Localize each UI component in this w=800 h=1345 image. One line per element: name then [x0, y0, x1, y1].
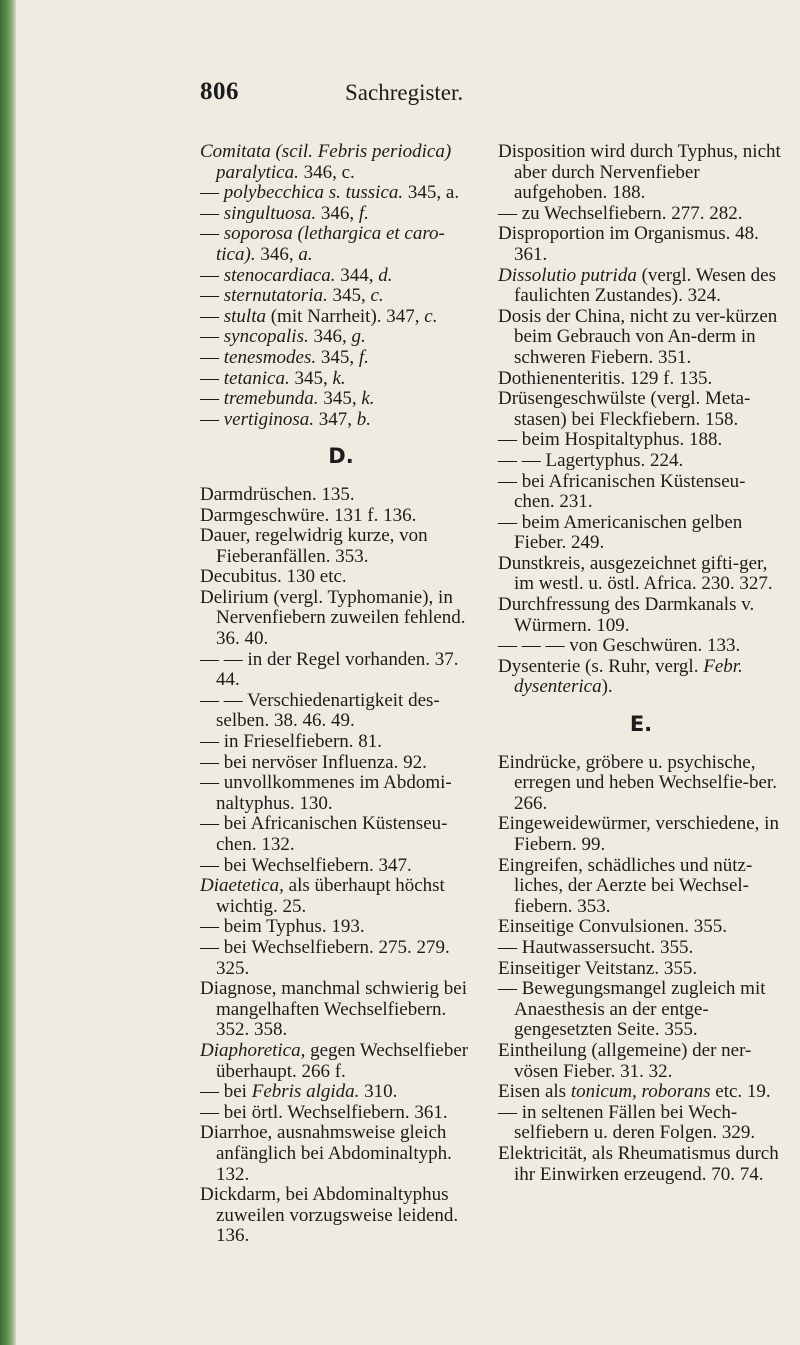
index-entry-text: — Bewegungsmangel zugleich mit Anaesthesis an der entge-gengesetzten Seite. 355. — [498, 978, 766, 1041]
index-entry-text: Eintheilung (allgemeine) der ner-vösen Fieber. 31. 32. — [498, 1039, 752, 1082]
index-entry — [200, 307, 482, 328]
index-entry-text: k. — [332, 367, 346, 389]
index-entry-text: — beim Americanischen gelben Fieber. 249. — [498, 511, 743, 554]
index-entry — [498, 142, 784, 204]
index-entry-text: — — Verschiedenartigkeit des-selben. 38. 46. 49. — [200, 689, 440, 732]
index-entry — [200, 183, 482, 204]
index-entry-text: 345, — [316, 346, 359, 368]
index-entry — [200, 917, 482, 938]
index-entry-text: tenesmodes. — [223, 346, 317, 368]
index-entry — [498, 204, 784, 225]
index-entry — [498, 1041, 784, 1082]
index-entry — [200, 876, 482, 917]
index-entry-text: b. — [356, 408, 371, 430]
book-spine-edge — [0, 0, 16, 1345]
index-entry-text: d. — [378, 264, 393, 286]
index-entry-text: — — [200, 223, 224, 245]
index-entry — [200, 410, 482, 431]
index-entry-text: Darmgeschwüre. 131 f. 136. — [200, 504, 417, 526]
index-entry — [200, 1123, 482, 1185]
index-entry-text: singultuosa. — [223, 202, 317, 224]
index-entry-text: — — [200, 285, 224, 307]
index-entry-text: syncopalis. — [223, 326, 309, 348]
index-entry — [200, 567, 482, 588]
index-entry-text: Febr. dysenterica — [514, 655, 743, 698]
index-entry-text: — in seltenen Fällen bei Wech-selfiebern u. deren Folgen. 329. — [498, 1101, 756, 1144]
index-entry — [200, 856, 482, 877]
index-entry-text: Dunstkreis, ausgezeichnet gifti-ger, im westl. u. östl. Africa. 230. 327. — [498, 552, 773, 595]
index-entry-text: — bei Wechselfiebern. 347. — [200, 854, 412, 876]
index-entry — [498, 369, 784, 390]
index-entry-text: — — — von Geschwüren. 133. — [498, 635, 741, 657]
index-entry — [498, 307, 784, 369]
index-entry-text: Dothienenteritis. 129 f. 135. — [498, 367, 713, 389]
index-entry-text: — bei nervöser Influenza. 92. — [200, 751, 427, 773]
index-entry-text: Diagnose, manchmal schwierig bei mangelhaften Wechselfiebern. 352. 358. — [200, 978, 467, 1041]
index-entry-text: tonicum, roborans — [570, 1081, 711, 1103]
index-entry-text: — — [200, 182, 224, 204]
index-entry — [498, 1144, 784, 1185]
index-entry — [200, 1041, 482, 1082]
index-entry-text: stulta — [223, 305, 266, 327]
index-entry — [200, 506, 482, 527]
index-entry-text: ). — [601, 676, 613, 698]
index-entry-text: Diaetetica, — [200, 875, 284, 897]
index-entry-text: — beim Hospitaltyphus. 188. — [498, 429, 723, 451]
index-entry-text: Darmdrüschen. 135. — [200, 483, 355, 505]
index-entry-text: Elektricität, als Rheumatismus durch ihr Einwirken erzeugend. 70. 74. — [498, 1142, 779, 1185]
page-number: 806 — [200, 78, 239, 105]
index-entry-text: Diaphoretica, — [200, 1039, 306, 1061]
index-entry-text: Diarrhoe, ausnahmsweise gleich anfänglich bei Abdominaltyph. 132. — [200, 1122, 452, 1185]
index-entry-text: Disproportion im Organismus. 48. 361. — [498, 223, 759, 265]
index-entry — [498, 856, 784, 918]
running-title: Sachregister. — [345, 80, 464, 105]
index-entry-text: 345, — [327, 285, 371, 307]
index-entry-text: Dosis der China, nicht zu ver-kürzen beim Gebrauch von An-derm in schweren Fiebern. 351. — [498, 305, 778, 368]
index-entry — [200, 485, 482, 506]
index-entry-text: f. — [358, 202, 369, 224]
index-entry — [200, 773, 482, 814]
index-entry-text: Febris algida. — [251, 1081, 360, 1103]
index-entry-text: — in Frieselfiebern. 81. — [200, 731, 383, 753]
index-entry-text: 345, — [318, 388, 362, 410]
index-entry-text: sternutatoria. — [223, 285, 328, 307]
index-entry-text: — bei Africanischen Küstenseu-chen. 231. — [498, 470, 746, 513]
section-letter: D. — [328, 444, 354, 469]
index-entry — [498, 1103, 784, 1144]
index-entry-text: stenocardiaca. — [223, 264, 336, 286]
index-entry — [200, 732, 482, 753]
index-entry-text: tremebunda. — [223, 388, 319, 410]
index-entry-text: — unvollkommenes im Abdomi-naltyphus. 130. — [200, 772, 452, 814]
index-entry-text: polybecchica s. tussica. — [223, 182, 404, 204]
index-entry-text: tetanica. — [223, 367, 290, 389]
index-entry — [498, 753, 784, 815]
index-entry-text: Einseitiger Veitstanz. 355. — [498, 957, 698, 979]
index-entry — [200, 814, 482, 855]
index-entry-text: Delirium (vergl. Typhomanie), in Nervenfiebern zuweilen fehlend. 36. 40. — [200, 586, 466, 650]
section-letter: E. — [629, 712, 653, 737]
index-entry-text: etc. 19. — [710, 1081, 771, 1103]
index-entry-text: Dickdarm, bei Abdominaltyphus zuweilen vorzugsweise leidend. 136. — [200, 1184, 459, 1247]
index-entry — [498, 224, 784, 265]
index-entry — [200, 1103, 482, 1124]
index-entry-text: 346, — [316, 202, 359, 224]
index-entry — [200, 588, 482, 650]
index-entry-text: Decubitus. 130 etc. — [200, 566, 347, 588]
index-entry-text: 346, — [255, 243, 299, 265]
index-entry — [200, 369, 482, 390]
index-entry — [498, 595, 784, 636]
index-entry-text: — bei Wechselfiebern. 275. 279. 325. — [200, 936, 450, 979]
index-entry-text: 344, — [335, 264, 379, 286]
index-entry — [498, 266, 784, 307]
index-entry — [498, 959, 784, 980]
index-entry-text: 346, — [308, 326, 352, 348]
index-entry — [200, 1082, 482, 1103]
index-entry — [498, 636, 784, 657]
index-entry-text: — bei örtl. Wechselfiebern. 361. — [200, 1101, 448, 1123]
index-entry — [498, 513, 784, 554]
index-entry — [498, 389, 784, 430]
index-entry — [200, 1185, 482, 1247]
index-entry — [498, 917, 784, 938]
index-entry-text: 345, — [289, 367, 333, 389]
index-entry — [498, 814, 784, 855]
index-entry — [200, 979, 482, 1041]
index-entry-text: f. — [358, 346, 369, 368]
index-entry-text: 345, a. — [403, 182, 460, 204]
index-entry-text: — zu Wechselfiebern. 277. 282. — [498, 202, 743, 224]
index-entry-text: — — Lagertyphus. 224. — [498, 449, 684, 471]
index-entry-text: — bei — [200, 1081, 252, 1103]
index-entry — [200, 691, 482, 732]
index-entry — [200, 266, 482, 287]
index-entry — [200, 224, 482, 265]
index-entry-text: Dauer, regelwidrig kurze, von Fieberanfällen. 353. — [200, 525, 428, 567]
index-entry-text: gegen Wechselfieber überhaupt. 266 f. — [216, 1039, 469, 1082]
index-entry-text: — — in der Regel vorhanden. 37. 44. — [200, 648, 459, 691]
index-entry-text: 347, — [314, 408, 357, 430]
index-entry — [200, 389, 482, 410]
index-entry — [498, 979, 784, 1041]
index-entry-text: — — [200, 346, 224, 368]
index-entry-text: (vergl. Wesen des faulichten Zustandes). 324. — [514, 264, 777, 307]
index-entry-text: Comitata (scil. Febris periodica) paralytica. — [200, 141, 452, 183]
index-entry — [200, 327, 482, 348]
index-entry-text: a. — [298, 243, 313, 265]
index-entry-text: — — [200, 202, 224, 224]
index-entry — [498, 472, 784, 513]
index-entry — [498, 430, 784, 451]
index-entry-text: — — [200, 408, 224, 430]
index-entry-text: Durchfressung des Darmkanals v. Würmern. 109. — [498, 594, 755, 636]
index-entry-text: — Hautwassersucht. 355. — [498, 936, 694, 958]
index-entry-text: k. — [361, 388, 375, 410]
index-entry-text: — beim Typhus. 193. — [200, 916, 365, 938]
index-entry-text: g. — [351, 326, 366, 348]
index-entry-text: 346, c. — [298, 161, 355, 183]
index-entry-text: Eingeweidewürmer, verschiedene, in Fiebern. 99. — [498, 813, 779, 855]
index-entry-text: — — [200, 264, 224, 286]
index-entry — [200, 286, 482, 307]
index-entry-text: — bei Africanischen Küstenseu-chen. 132. — [200, 813, 448, 855]
index-entry-text: Eingreifen, schädliches und nütz-liches, der Aerzte bei Wechsel-fiebern. 353. — [498, 854, 753, 917]
index-column-left — [200, 142, 482, 1247]
index-entry-text: — — [200, 388, 224, 410]
index-entry — [498, 451, 784, 472]
index-entry — [498, 938, 784, 959]
index-entry-text: — — [200, 367, 224, 389]
index-entry-text: — — [200, 326, 224, 348]
index-entry-text: Eindrücke, gröbere u. psychische, erregen und heben Wechselfie-ber. 266. — [498, 751, 777, 814]
index-entry — [498, 554, 784, 595]
index-entry — [200, 348, 482, 369]
index-entry — [200, 204, 482, 225]
index-entry-text: — — [200, 305, 224, 327]
index-entry — [200, 753, 482, 774]
index-entry-text: Dysenterie (s. Ruhr, vergl. — [498, 655, 704, 677]
index-entry-text: Dissolutio putrida — [498, 264, 637, 286]
index-entry — [498, 1082, 784, 1103]
index-entry-text: 310. — [359, 1081, 398, 1103]
index-entry-text: Eisen als — [498, 1081, 571, 1103]
index-entry-text: (mit Narrheit). 347, — [265, 305, 425, 327]
index-entry-text: als überhaupt höchst wichtig. 25. — [216, 875, 445, 917]
index-entry-text: c. — [424, 305, 438, 327]
page-header — [0, 78, 800, 118]
index-entry-text: c. — [370, 285, 384, 307]
index-column-right — [498, 142, 784, 1185]
index-entry-text: soporosa (lethargica et caro-tica). — [216, 223, 445, 265]
index-entry-text: Disposition wird durch Typhus, nicht aber durch Nervenfieber aufgehoben. 188. — [498, 141, 781, 204]
index-entry — [200, 650, 482, 691]
index-entry — [200, 142, 482, 183]
index-entry — [200, 938, 482, 979]
index-entry — [498, 657, 784, 698]
index-entry-text: Einseitige Convulsionen. 355. — [498, 916, 728, 938]
index-entry-text: vertiginosa. — [223, 408, 314, 430]
index-entry — [200, 526, 482, 567]
index-entry-text: Drüsengeschwülste (vergl. Meta-stasen) bei Fleckfiebern. 158. — [498, 388, 751, 430]
